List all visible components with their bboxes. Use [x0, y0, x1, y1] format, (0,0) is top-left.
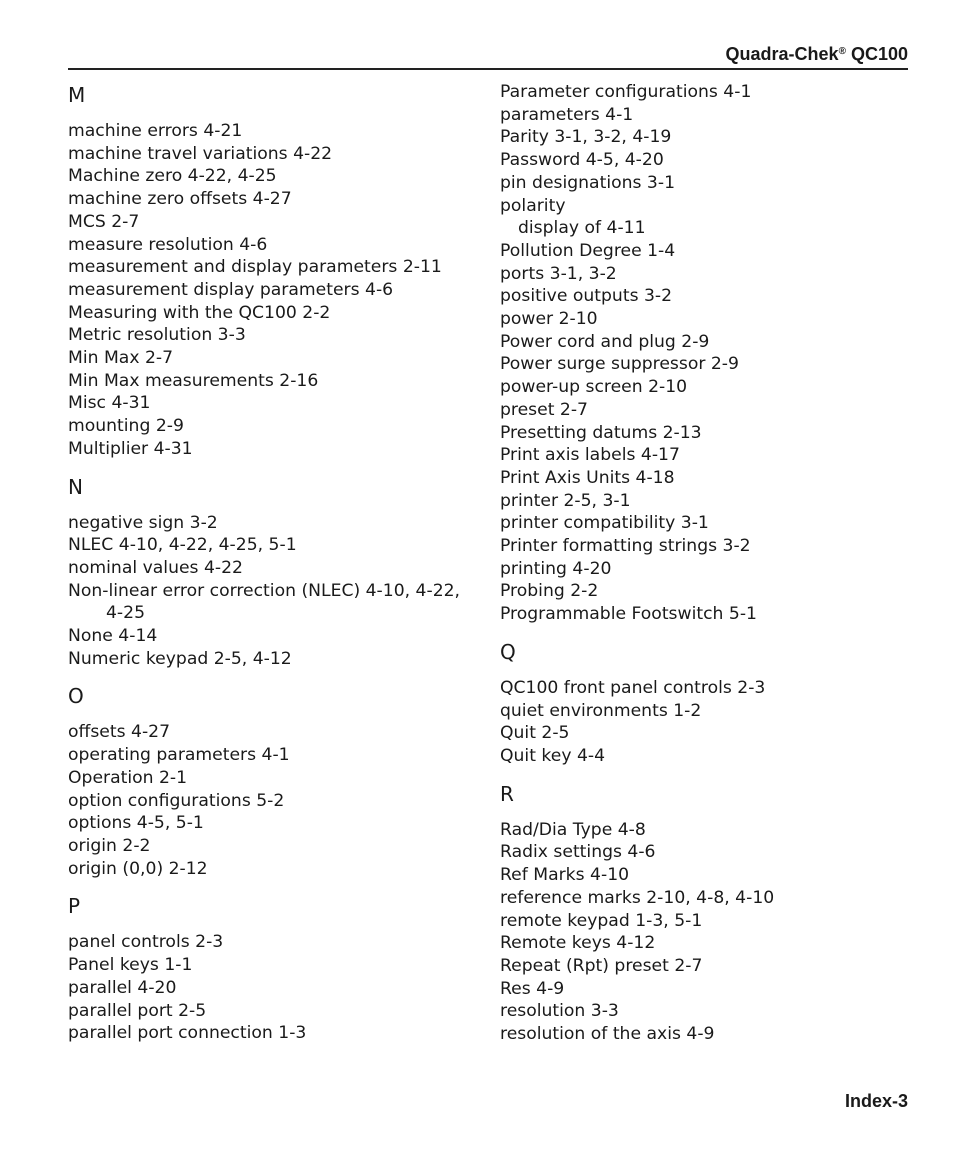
- index-entry: power 2-10: [500, 309, 598, 330]
- index-entry: Power surge suppressor 2-9: [500, 354, 739, 375]
- index-entry: power-up screen 2-10: [500, 377, 688, 398]
- section-letter-p: P: [68, 894, 81, 919]
- index-entry: Probing 2-2: [500, 581, 599, 602]
- index-entry: Measuring with the QC100 2-2: [68, 302, 331, 323]
- index-entry: Quit key 4-4: [500, 745, 606, 766]
- index-entry: MCS 2-7: [68, 211, 140, 232]
- index-entry: Min Max 2-7: [68, 348, 174, 369]
- index-entry: Password 4-5, 4-20: [500, 150, 664, 171]
- section-letter-m: M: [68, 83, 86, 107]
- header-rule: [68, 68, 908, 70]
- index-entry: negative sign 3-2: [68, 512, 218, 533]
- index-entry: Quit 2-5: [500, 723, 570, 744]
- index-entry: Radix settings 4-6: [500, 842, 656, 863]
- index-column-right: [500, 81, 910, 1046]
- index-entry: reference marks 2-10, 4-8, 4-10: [500, 887, 775, 908]
- index-entry: quiet environments 1-2: [500, 700, 702, 721]
- index-entry: Res 4-9: [500, 978, 565, 999]
- index-entry: Parity 3-1, 3-2, 4-19: [500, 127, 672, 148]
- index-entry: option configurations 5-2: [68, 790, 285, 811]
- index-entry: Pollution Degree 1-4: [500, 240, 676, 261]
- index-entry: remote keypad 1-3, 5-1: [500, 910, 703, 931]
- index-entry: machine zero offsets 4-27: [68, 189, 292, 210]
- index-entry: Misc 4-31: [68, 393, 151, 414]
- index-entry: Multiplier 4-31: [68, 438, 193, 459]
- index-entry: parallel 4-20: [68, 977, 177, 998]
- index-entry: Remote keys 4-12: [500, 933, 656, 954]
- index-entry: Numeric keypad 2-5, 4-12: [68, 648, 292, 669]
- index-entry: preset 2-7: [500, 399, 588, 420]
- index-entry: pin designations 3-1: [500, 172, 676, 193]
- page-number: Index-3: [844, 1091, 908, 1111]
- index-entry: polarity: [500, 195, 566, 216]
- index-entry: printing 4-20: [500, 558, 612, 579]
- index-entry: panel controls 2-3: [68, 932, 224, 953]
- index-entry: Min Max measurements 2-16: [68, 370, 319, 391]
- index-entry: nominal values 4-22: [68, 557, 243, 578]
- header-model: QC100: [850, 44, 908, 64]
- running-header: [726, 42, 908, 66]
- index-entry: Print axis labels 4-17: [500, 445, 680, 466]
- index-entry: NLEC 4-10, 4-22, 4-25, 5-1: [68, 535, 297, 556]
- registered-mark: ®: [838, 46, 846, 57]
- index-subentry: display of 4-11: [518, 218, 646, 239]
- index-column-left: [68, 81, 478, 1045]
- index-entry: Print Axis Units 4-18: [500, 467, 675, 488]
- index-entry: Machine zero 4-22, 4-25: [68, 166, 277, 187]
- index-entry: operating parameters 4-1: [68, 745, 290, 766]
- index-entry: machine errors 4-21: [68, 121, 243, 141]
- index-entry: Printer formatting strings 3-2: [500, 536, 751, 557]
- index-entry: positive outputs 3-2: [500, 286, 673, 307]
- index-entry: Presetting datums 2-13: [500, 422, 702, 443]
- index-entry: Power cord and plug 2-9: [500, 331, 710, 352]
- index-entry: resolution 3-3: [500, 1001, 619, 1022]
- index-entry: QC100 front panel controls 2-3: [500, 677, 766, 698]
- index-entry: parallel port connection 1-3: [68, 1023, 307, 1044]
- index-entry: machine travel variations 4-22: [68, 143, 333, 164]
- index-entry: offsets 4-27: [68, 722, 171, 743]
- index-entry: origin (0,0) 2-12: [68, 858, 208, 879]
- index-entry: parallel port 2-5: [68, 1000, 207, 1021]
- index-entry: mounting 2-9: [68, 416, 184, 437]
- index-entry: Metric resolution 3-3: [68, 325, 246, 346]
- index-entry: Rad/Dia Type 4-8: [500, 819, 646, 840]
- index-entry: measure resolution 4-6: [68, 234, 268, 255]
- index-entry: Non-linear error correction (NLEC) 4-10, 4-22, 4-25: [68, 580, 461, 624]
- section-letter-o: O: [68, 684, 84, 709]
- index-entry: ports 3-1, 3-2: [500, 263, 617, 284]
- index-entry: printer 2-5, 3-1: [500, 490, 631, 511]
- section-letter-q: Q: [500, 639, 516, 664]
- index-entry: Panel keys 1-1: [68, 955, 193, 976]
- index-entry: origin 2-2: [68, 835, 151, 856]
- index-entry: options 4-5, 5-1: [68, 813, 204, 834]
- index-entry: Ref Marks 4-10: [500, 865, 630, 886]
- index-entry: measurement display parameters 4-6: [68, 279, 394, 300]
- index-entry: None 4-14: [68, 626, 158, 647]
- index-entry: Repeat (Rpt) preset 2-7: [500, 955, 703, 976]
- section-letter-n: N: [68, 474, 83, 499]
- index-entry: Operation 2-1: [68, 767, 188, 788]
- index-entry: resolution of the axis 4-9: [500, 1024, 715, 1045]
- index-entry: parameters 4-1: [500, 104, 634, 125]
- index-entry: printer compatibility 3-1: [500, 513, 709, 534]
- index-entry: Parameter configurations 4-1: [500, 82, 752, 102]
- header-product-name: Quadra-Chek: [725, 44, 839, 64]
- section-letter-r: R: [500, 781, 514, 806]
- index-entry: Programmable Footswitch 5-1: [500, 604, 757, 625]
- index-entry: measurement and display parameters 2-11: [68, 257, 442, 278]
